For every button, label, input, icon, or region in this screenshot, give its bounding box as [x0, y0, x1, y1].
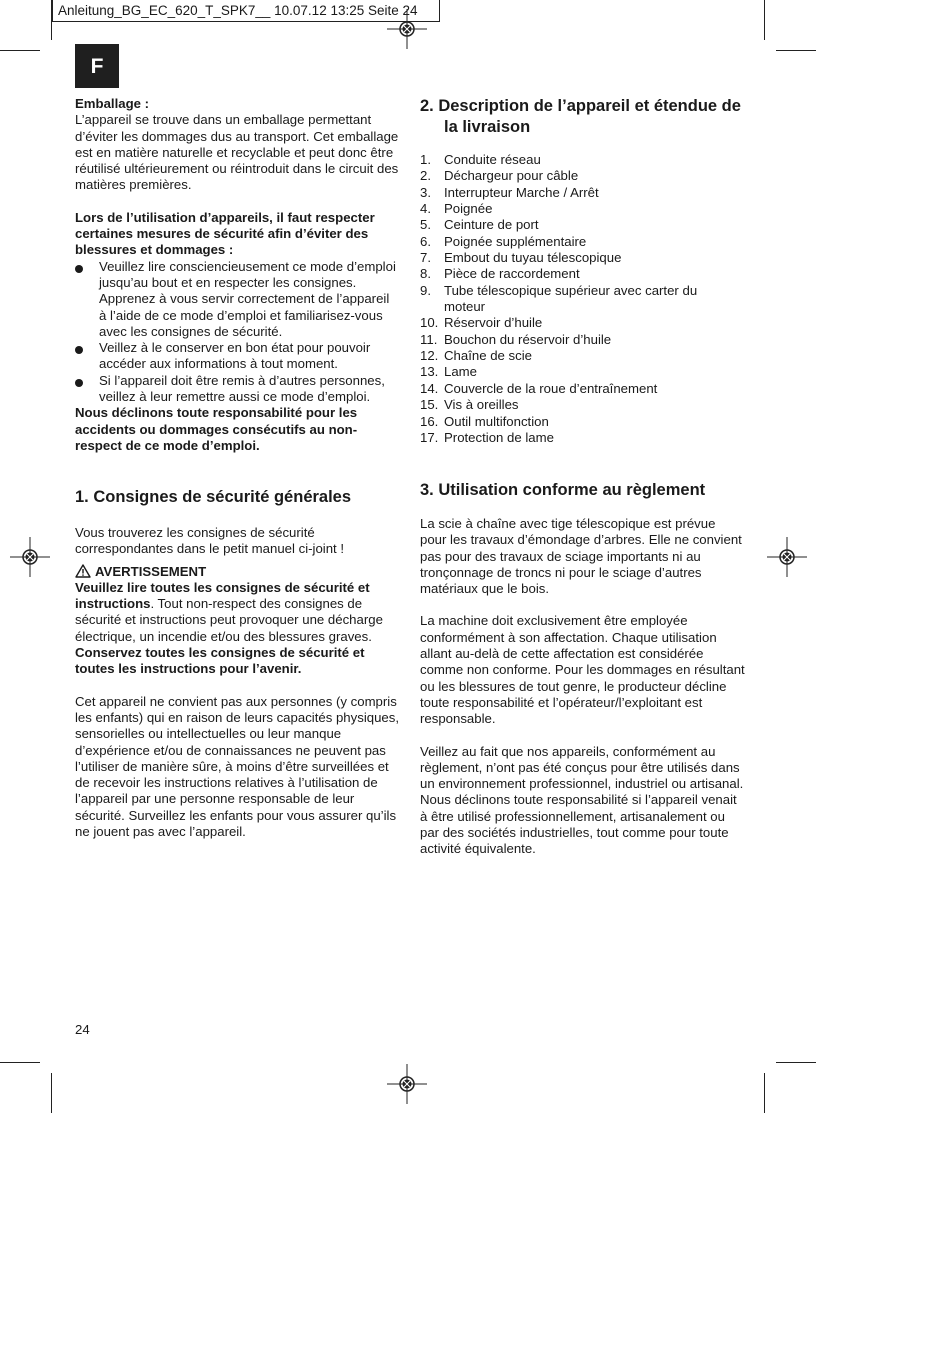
list-item: 13. Lame: [420, 364, 477, 380]
keep-instructions: Conservez toutes les consignes de sécurité et toutes les instructions pour l’avenir.: [75, 645, 365, 677]
left-column: [75, 96, 400, 454]
crop-mark-bottom-left-v: [51, 1073, 52, 1113]
parts-list: [420, 152, 745, 446]
bullet-icon: [75, 265, 83, 273]
bullet-item: Veillez à le conserver en bon état pour pouvoir accéder aux informations à tout moment.: [75, 340, 400, 373]
list-item: 11. Bouchon du réservoir d’huile: [420, 331, 612, 347]
list-item: 16. Outil multifonction: [420, 413, 549, 429]
section-3-paragraph: La scie à chaîne avec tige télescopique est prévue pour les travaux d’émondage d’arbres. Elle ne convient pas pour des travaux de sciage importants ni au tronçonnage de troncs ni pour le sciage d’autres matériaux que le bois.: [420, 516, 742, 597]
bullet-item: Veuillez lire consciencieusement ce mode d’emploi jusqu’au bout et en respecter les consignes. Apprenez à vous servir correctement de l’appareil à l’aide de ce mode d’emploi et familiarisez-vous avec les consignes de sécurité.: [75, 259, 400, 340]
list-item: 3. Interrupteur Marche / Arrêt: [420, 184, 599, 200]
packaging-heading: Emballage :: [75, 96, 150, 111]
section-2: [420, 96, 745, 446]
crop-mark-bottom-right-v: [764, 1073, 765, 1113]
list-item: 9. Tube télescopique supérieur avec carter du moteur: [420, 282, 698, 315]
crop-mark-top-left-v: [51, 0, 52, 40]
crop-mark-bottom-left-h: [0, 1062, 40, 1063]
warning-label: AVERTISSEMENT: [75, 564, 400, 580]
list-item: 2. Déchargeur pour câble: [420, 168, 579, 184]
section-3: [420, 480, 745, 858]
section-3-paragraph: Veillez au fait que nos appareils, conformément au règlement, n’ont pas été conçus pour être utilisés dans un environnement professionnel, industriel ou artisanal. Nous déclinons toute responsabilité si l’appareil venait à être utilisé professionnellement, artisanalement ou par des sociétés industrielles, tout comme pour toute activité équivalente.: [420, 743, 744, 857]
section-1-intro: Vous trouverez les consignes de sécurité correspondantes dans le petit manuel ci-joint !: [75, 525, 345, 557]
list-item: 14. Couvercle de la roue d’entraînement: [420, 380, 658, 396]
list-item: 6. Poignée supplémentaire: [420, 233, 587, 249]
warning-triangle-icon: [75, 564, 91, 578]
registration-mark-icon: [387, 1064, 427, 1104]
list-item: 4. Poignée: [420, 201, 493, 217]
disclaimer: Nous déclinons toute responsabilité pour les accidents ou dommages consécutifs au non-respect de ce mode d’emploi.: [75, 405, 358, 453]
print-slug: Anleitung_BG_EC_620_T_SPK7__ 10.07.12 13:25 Seite 24: [52, 0, 440, 22]
bullet-item: Si l’appareil doit être remis à d’autres personnes, veillez à leur remettre aussi ce mode d’emploi.: [75, 373, 400, 406]
safety-intro: Lors de l’utilisation d’appareils, il faut respecter certaines mesures de sécurité afin d’éviter des blessures et dommages :: [75, 209, 375, 258]
bullet-icon: [75, 346, 83, 354]
bullet-icon: [75, 379, 83, 387]
crop-mark-bottom-right-h: [776, 1062, 816, 1063]
packaging-text: L’appareil se trouve dans un emballage permettant d’éviter les dommages dus au transport. Cet emballage est en matière naturelle et recyclable et peut donc être réutilisé ultérieurement ou réintroduit dans le circuit des matières premières.: [75, 112, 399, 193]
list-item: 1. Conduite réseau: [420, 152, 541, 167]
crop-mark-top-right-v: [764, 0, 765, 40]
list-item: 5. Ceinture de port: [420, 217, 539, 233]
list-item: 12. Chaîne de scie: [420, 348, 532, 364]
list-item: 8. Pièce de raccordement: [420, 266, 580, 282]
registration-mark-icon: [387, 9, 427, 49]
section-1-title: 1. Consignes de sécurité générales: [75, 488, 352, 506]
list-item: 17. Protection de lame: [420, 429, 554, 445]
persons-text: Cet appareil ne convient pas aux personnes (y compris les enfants) qui en raison de leurs capacités physiques, sensorielles ou intellectuelles ou leur manque d’expérience et/ou de connaissances ne peuvent pas l’utiliser de manière sûre, à moins d’être surveillées et de recevoir les instructions relatives à l’utilisation de l’appareil par une personne responsable de leur sécurité. Surveillez les enfants pour vous assurer qu’ils ne jouent pas avec l’appareil.: [75, 693, 400, 840]
warning-text: Veuillez lire toutes les consignes de sécurité et instructions. Tout non-respect des consignes de sécurité et instructions peut provoquer une décharge électrique, un incendie et/ou des blessures graves.: [75, 579, 383, 644]
registration-mark-icon: [10, 537, 50, 577]
page-number: 24: [75, 1022, 90, 1037]
list-item: 7. Embout du tuyau télescopique: [420, 250, 622, 266]
section-1: [75, 487, 400, 840]
list-item: 15. Vis à oreilles: [420, 397, 519, 413]
language-tab: F: [75, 44, 119, 88]
crop-mark-top-left-h: [0, 50, 40, 51]
registration-mark-icon: [767, 537, 807, 577]
section-3-paragraph: La machine doit exclusivement être employée conformément à son affectation. Chaque utilisation allant au-delà de cette affectation est considérée comme non conforme. Pour les dommages en résultant ou les blessures de tout genre, le producteur décline toute responsabilité et l’opérateur/l’exploitant est responsable.: [420, 613, 745, 727]
section-3-title: 3. Utilisation conforme au règlement: [420, 481, 706, 499]
crop-mark-top-right-h: [776, 50, 816, 51]
list-item: 10. Réservoir d’huile: [420, 315, 543, 331]
section-2-title: 2. Description de l’appareil et étendue de la livraison: [420, 97, 741, 136]
